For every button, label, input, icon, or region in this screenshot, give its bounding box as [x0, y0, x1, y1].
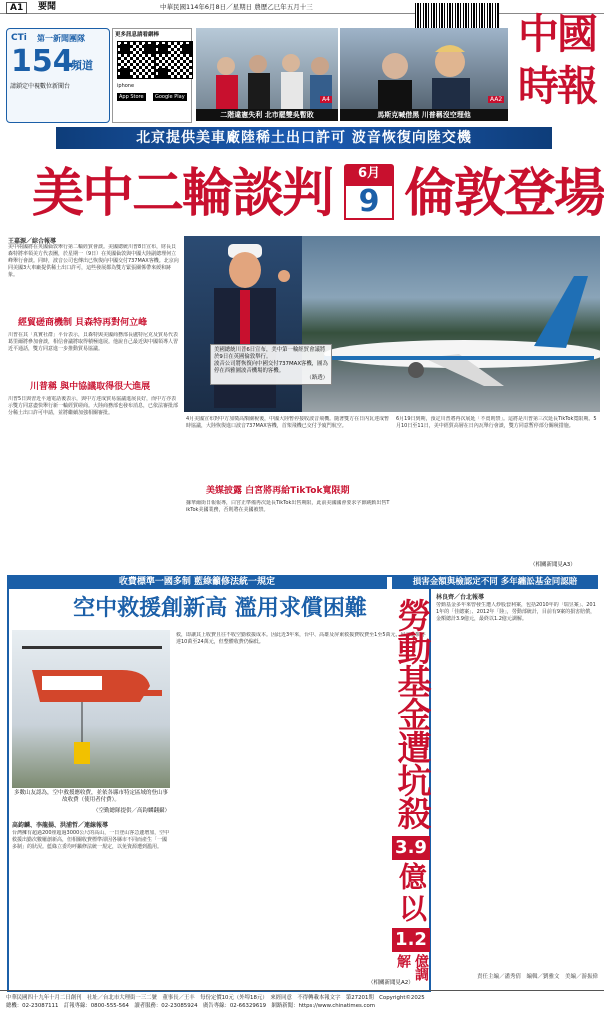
lead-body: 美中兩國將在英國倫敦舉行第二輪經貿會談。美國總統川普8日宣布，財長貝森特將率領美方代表團，於星期一（9日）在英國倫敦與中國大陸副總理何立峰舉行會談。同時，波音公司也傳出已恢復向中國交付737MAX客機。北京向同美國3大車廠提供稀土出口許可，這些發展都為雙方緊張關係帶來緩和跡象。: [8, 244, 179, 278]
calendar-day: 9: [344, 184, 394, 220]
qr-code-icon: [155, 41, 193, 79]
musk-trump-photo: [340, 28, 508, 121]
rescue-photo: [12, 630, 170, 788]
photo-caption-bullet: 美國總統川普6日宣布，美中第一輪經貿會議將於9日在英國倫敦舉行。: [214, 347, 326, 360]
rescue-photo-credit: （空勤總隊提供／高鈞麟翻攝）: [92, 808, 170, 814]
top-banner: 北京提供美車廠陸稀土出口許可 波音恢復向陸交機: [56, 127, 552, 149]
channel-cta: 請鎖定中視數位新聞台: [10, 83, 71, 90]
mid-subhead: 美媒披露 白宮將再給TikTok寬限期: [206, 486, 350, 496]
teaser-page-tag: AA2: [490, 96, 503, 103]
lead-subhead-2: 川普稱 與中協議取得很大進展: [30, 382, 151, 392]
mid-body-2: 據華爾街日報報導，白宮正準備再次延長TikTok出售期限，此前美國國會要求字節跳動出售TikTok美國業務，否則將在美國被禁。: [186, 500, 390, 513]
mid-continued: （相關新聞見A3）: [530, 562, 576, 568]
headline-main: 美中二輪談判: [32, 163, 333, 224]
newspaper-logo: 中國時報: [518, 10, 596, 110]
lead-byline: 王嘉源／綜合報導: [8, 238, 57, 245]
channel-promo[interactable]: [6, 28, 110, 123]
labor-byline: 林良齊／台北報導: [436, 594, 485, 601]
labor-amount-1: 3.9: [392, 836, 430, 860]
page-number: A1: [6, 2, 27, 14]
footer: [0, 990, 604, 1024]
footer-line-2: 總機：02-23087111 訂報專線：0800-555-564 讀者服務：02-23085924 廣告專線：02-66329619 網路新聞：https://www.chinatimes.com: [6, 1003, 376, 1009]
headline-secondary: 倫敦登場: [404, 163, 604, 224]
channel-brand: CTi: [11, 33, 27, 43]
trump-portrait: [184, 236, 302, 412]
qr-code-icon: [117, 41, 155, 79]
trump-photo: [184, 236, 302, 412]
teaser-caption: 馬斯克喊借黑 川普稱沒空理他: [340, 109, 508, 121]
teaser-photo-musk[interactable]: [340, 28, 508, 121]
lead-body-2: 川普在其「真實社群」平台表示，貝森特與美國商務部長盧特尼克及貿易代表葛里爾將參加會談，相信會議將取得積極進展。他說自己最近與中國領導人習近平通話，雙方同意進一步推動貿易協議。: [8, 332, 179, 352]
rescue-continued: （相關新聞見A2）: [368, 980, 414, 986]
labor-tag: 損害金額與檢認定不同 多年纏訟基金同認賠: [392, 575, 598, 589]
helicopter-photo: [12, 630, 170, 788]
channel-number: 154: [11, 44, 74, 79]
rescue-tag: 收費標準一國多制 藍綠籲修法統一規定: [7, 575, 387, 589]
rescue-byline: 高鈞麟、李龍揚、洪浦哲／連線報導: [12, 822, 109, 829]
labor-unit-1: 億: [395, 862, 428, 889]
section-name: 要聞: [38, 2, 57, 12]
labor-unit-2: 億調解: [395, 954, 429, 980]
lead-subhead-1: 經貿磋商機制 貝森特再對何立峰: [18, 318, 148, 328]
dateline: 中華民國114年6月8日／星期日 農歷乙巳年五月十三: [160, 3, 313, 11]
calendar-icon: [340, 164, 398, 224]
mid-body-right: 6月19日到期，預定川普將再次展延「不賣則禁」。這將是川普第三次延長TikTok寬限期。5月10日至11日，美中經貿高層在日內瓦舉行會談，雙方同意暫停部分關稅措施。: [396, 416, 597, 429]
labor-word: 以: [395, 894, 428, 921]
labor-body: 勞動基金多年來曾發生遭人炒股套利案，包括2010年的「瑞昱案」、2011年的「佳總案」、2012年「陸」，勞動部統計，目前有9案的損害賠償，金額總計3.9億元，最終以1.2億元調解。: [436, 602, 596, 622]
teaser-caption: 二階違憲失利 北市罷雙吳暫敗: [196, 109, 338, 121]
app-promo-title: 更多訊息請看網棒: [115, 32, 160, 38]
rescue-photo-caption: 多數山友認為，空中救援應收費，並依各縣市特定區域的登山事故收費（使用者付費）。: [13, 790, 168, 803]
qr-caption: iphone: [117, 83, 135, 89]
mid-body: 4月美國宣布對中方加徵高額關稅後，中國大陸暫停接收波音飛機。隨著雙方在日內瓦達成暫時協議，大陸恢復進口波音737MAX客機，首架飛機已交付予廈門航空。: [186, 416, 390, 429]
calendar-month: 6月: [344, 164, 394, 184]
teaser-photo-recall[interactable]: [196, 28, 338, 121]
labor-amount-2: 1.2: [392, 928, 430, 952]
photo-caption-credit: （路透）: [306, 375, 328, 381]
rescue-title: 空中救援創新高 濫用求償困難: [73, 595, 367, 621]
channel-title: 第一新聞團隊: [37, 34, 85, 43]
recall-crowd-photo: [196, 28, 338, 121]
rescue-body-col2: 救，即讓其上收費且往不收空勤救援成本。因此近3年來，台中、高雄及屏東救援費收費至1至5萬元，最高金額亦達10萬至24萬元，但整體收費仍偏低。: [176, 632, 426, 645]
google-play-badge[interactable]: Google Play: [155, 94, 185, 100]
photo-caption: [210, 344, 332, 385]
rescue-body: 台灣擁有超過200座超過3000公尺的高山，一日登山客急遽增加，空中救援出勤次數屢創新高，但相關收費標準卻因各縣市不同而產生「一國多制」的狀況。藍綠立委均呼籲修法統一規定，以免資源遭到濫用。: [12, 830, 170, 850]
photo-caption-bullet: 波音公司將恢復向中國交付737MAX客機，圖為停在西雅圖波音機場的客機。: [214, 361, 328, 374]
barcode-icon: [415, 3, 499, 31]
teaser-page-tag: A4: [322, 96, 330, 103]
labor-vertical-headline: 勞動基金遭坑殺: [391, 598, 431, 829]
app-promo[interactable]: [112, 28, 192, 123]
app-store-badge[interactable]: App Store: [119, 94, 144, 100]
main-photo: [184, 236, 600, 412]
footer-line-1: 中華民國四十九年十月二日創刊 社址／台北市大理街一三二號 董事長／王丰 每份定價10元（外埠18元） 來經同意 不得轉載本報文字 第27201期 Copyright©2025: [6, 995, 425, 1001]
labor-editor-credit: 責任主編／潘秀倩 編輯／劉雅文 美編／游振偉: [476, 974, 598, 980]
channel-unit: 頻道: [71, 59, 93, 72]
lead-body-3: 川普5日與習近平通電話後表示，與中方達成貿易協議進展良好，而中方亦表示雙方同意盡快舉行新一輪經貿磋商。大陸商務部也發布消息，已依法審批部分稀土出口許可申請，並將繼續加強相關審批。: [8, 396, 179, 416]
